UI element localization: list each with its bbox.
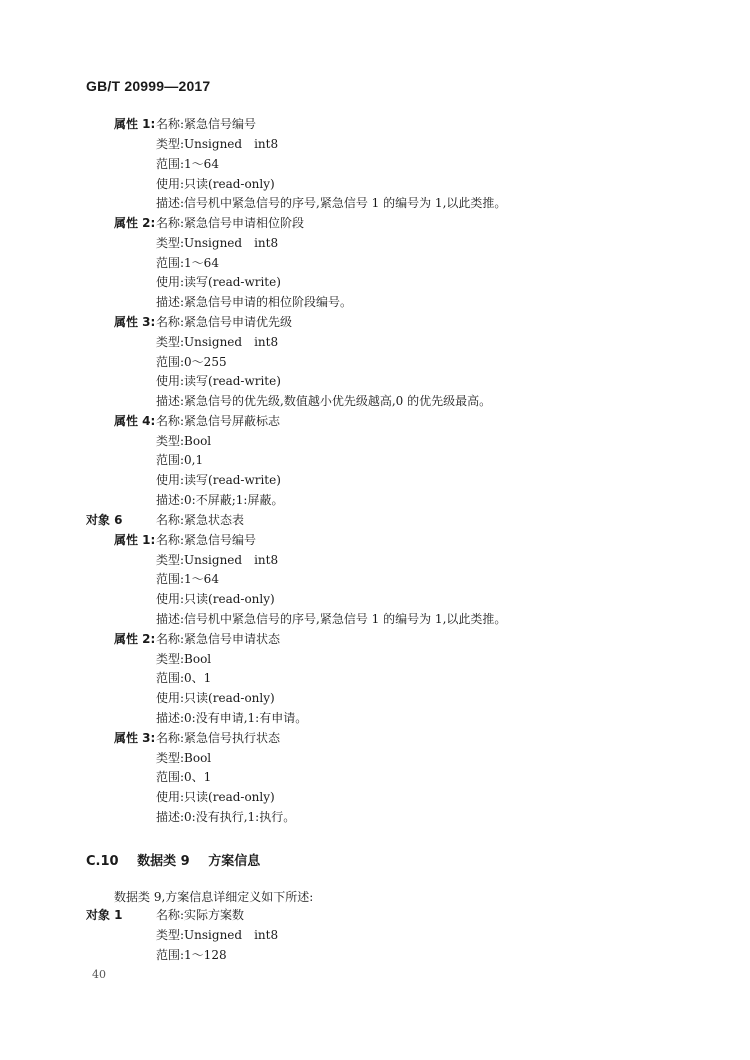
attr1-type: 类型:Unsigned int8 <box>156 137 279 151</box>
obj6-attr1-usage: 使用:只读(read-only) <box>156 592 275 606</box>
obj6-attr1-type: 类型:Unsigned int8 <box>156 553 279 567</box>
page-number: 40 <box>92 968 106 981</box>
attr2-desc: 描述:紧急信号申请的相位阶段编号。 <box>156 295 353 309</box>
obj6-attr2-usage: 使用:只读(read-only) <box>156 691 275 705</box>
attr3-label: 属性 3: <box>114 315 156 329</box>
attr3-name: 名称:紧急信号申请优先级 <box>156 315 293 329</box>
c10-object1-label: 对象 1 <box>86 908 123 922</box>
obj6-attr3-range: 范围:0、1 <box>156 770 212 784</box>
attr1-usage: 使用:只读(read-only) <box>156 177 275 191</box>
obj6-attr2-type: 类型:Bool <box>156 652 212 666</box>
attr1-range: 范围:1～64 <box>156 157 219 171</box>
attr1-label: 属性 1: <box>114 117 156 131</box>
obj6-attr3-name: 名称:紧急信号执行状态 <box>156 731 281 745</box>
obj6-attr1-range: 范围:1～64 <box>156 572 219 586</box>
c10-object1-range: 范围:1～128 <box>156 948 227 962</box>
section-intro: 数据类 9,方案信息详细定义如下所述: <box>114 890 314 904</box>
attr4-type: 类型:Bool <box>156 434 212 448</box>
obj6-attr3-type: 类型:Bool <box>156 751 212 765</box>
obj6-attr2-desc: 描述:0:没有申请,1:有申请。 <box>156 711 308 725</box>
obj6-attr1-name: 名称:紧急信号编号 <box>156 533 257 547</box>
attr1-desc: 描述:信号机中紧急信号的序号,紧急信号 1 的编号为 1,以此类推。 <box>156 196 507 210</box>
obj6-attr2-range: 范围:0、1 <box>156 671 212 685</box>
attr2-type: 类型:Unsigned int8 <box>156 236 279 250</box>
obj6-attr2-name: 名称:紧急信号申请状态 <box>156 632 281 646</box>
c10-object1-type: 类型:Unsigned int8 <box>156 928 279 942</box>
obj6-attr2-label: 属性 2: <box>114 632 156 646</box>
c10-object1-name: 名称:实际方案数 <box>156 908 245 922</box>
section-category: 数据类 9 <box>137 854 190 869</box>
attr3-usage: 使用:读写(read-write) <box>156 374 281 388</box>
attr3-range: 范围:0～255 <box>156 355 227 369</box>
section-heading-c10 <box>86 850 274 869</box>
obj6-attr1-desc: 描述:信号机中紧急信号的序号,紧急信号 1 的编号为 1,以此类推。 <box>156 612 507 626</box>
attr4-name: 名称:紧急信号屏蔽标志 <box>156 414 281 428</box>
obj6-attr3-desc: 描述:0:没有执行,1:执行。 <box>156 810 296 824</box>
obj6-attr3-usage: 使用:只读(read-only) <box>156 790 275 804</box>
object6-label: 对象 6 <box>86 513 123 527</box>
obj6-attr3-label: 属性 3: <box>114 731 156 745</box>
attr4-label: 属性 4: <box>114 414 156 428</box>
object6-name: 名称:紧急状态表 <box>156 513 245 527</box>
attr4-range: 范围:0,1 <box>156 453 204 467</box>
attr3-type: 类型:Unsigned int8 <box>156 335 279 349</box>
attr2-range: 范围:1～64 <box>156 256 219 270</box>
attr4-usage: 使用:读写(read-write) <box>156 473 281 487</box>
attr3-desc: 描述:紧急信号的优先级,数值越小优先级越高,0 的优先级最高。 <box>156 394 492 408</box>
attr2-label: 属性 2: <box>114 216 156 230</box>
section-number: C.10 <box>86 854 119 869</box>
attr2-name: 名称:紧急信号申请相位阶段 <box>156 216 305 230</box>
attr4-desc: 描述:0:不屏蔽;1:屏蔽。 <box>156 493 284 507</box>
standard-id: GB/T 20999—2017 <box>86 78 211 94</box>
obj6-attr1-label: 属性 1: <box>114 533 156 547</box>
section-title: 方案信息 <box>208 854 261 869</box>
attr1-name: 名称:紧急信号编号 <box>156 117 257 131</box>
attr2-usage: 使用:读写(read-write) <box>156 275 281 289</box>
